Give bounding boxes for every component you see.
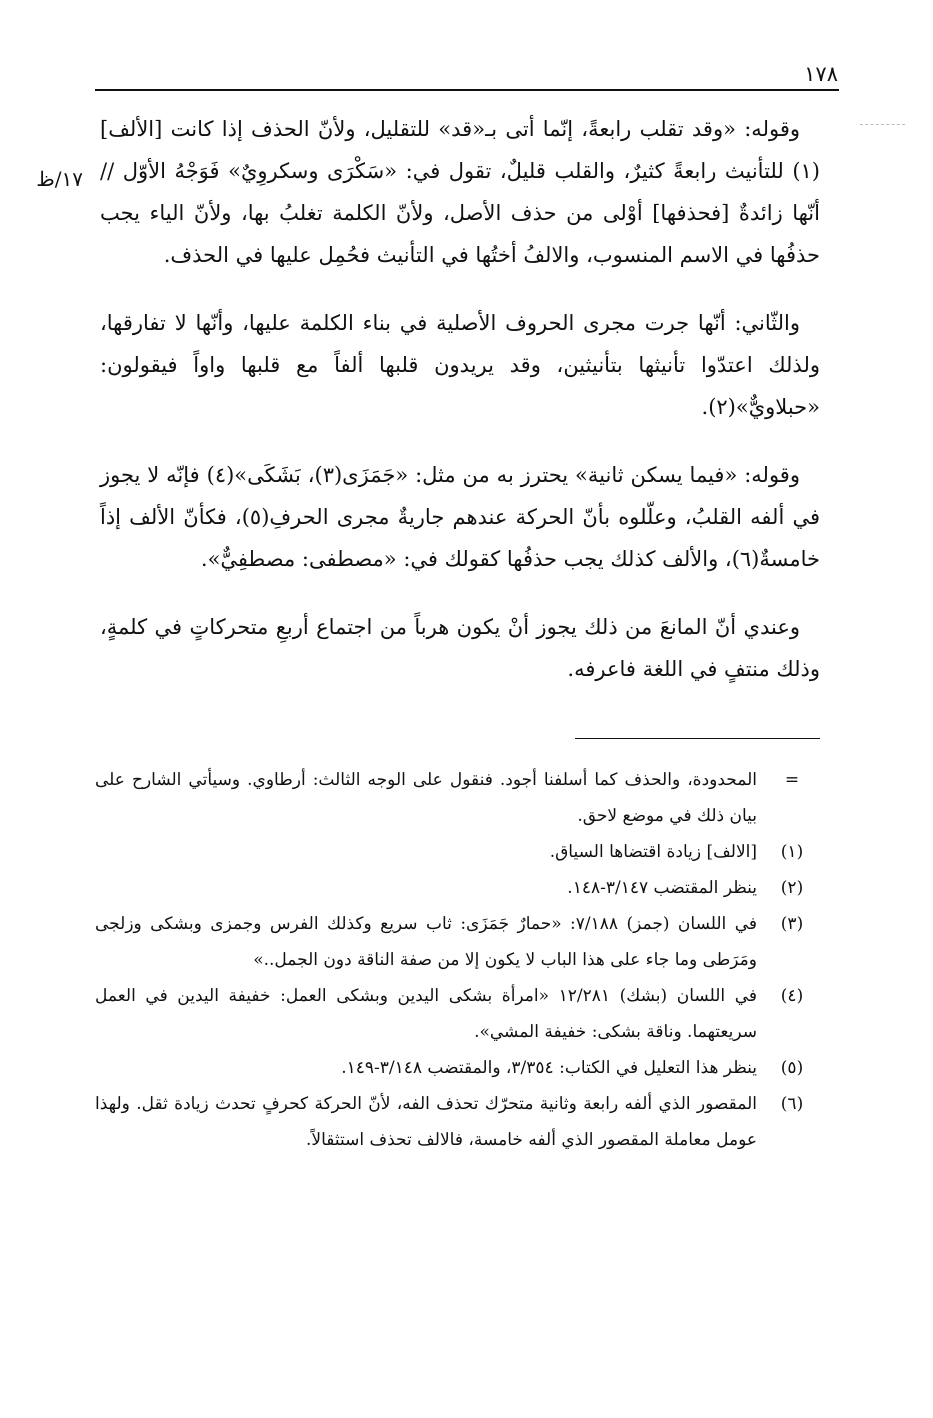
footnote-text: ينظر هذا التعليل في الكتاب: ٣/٣٥٤، والمقتضب ٣/١٤٨-١٤٩. — [341, 1058, 757, 1078]
footnote-text: [الالف] زيادة اقتضاها السياق. — [549, 842, 757, 862]
paragraph: وعندي أنّ المانعَ من ذلك يجوز أنْ يكون هرباً من اجتماع أربعِ متحركاتٍ في كلمةٍ، وذلك منتفٍ في اللغة فاعرفه. — [100, 615, 820, 681]
footnote — [95, 834, 817, 870]
footnote — [95, 978, 817, 1050]
continuation-mark: = — [784, 770, 800, 790]
footnote — [95, 870, 817, 906]
footnote-number: (١) — [780, 842, 804, 862]
paragraph: والثّاني: أنّها جرت مجرى الحروف الأصلية في بناء الكلمة عليها، وأنّها لا تفارقها، ولذلك اعتدّوا تأنيثها بتأنيثين، وقد يريدون قلبها ألفاً مع قلبها واواً فيقولون: «حبلاويٌّ»(٢). — [100, 311, 820, 419]
footnote-number: (٦) — [780, 1094, 804, 1114]
footnote-continuation — [95, 762, 817, 834]
scan-mark — [860, 124, 905, 125]
footnote-number: (٢) — [780, 878, 804, 898]
footnote — [95, 1086, 817, 1158]
footnote-text: ينظر المقتضب ٣/١٤٧-١٤٨. — [567, 878, 757, 898]
footnotes — [95, 762, 817, 1158]
folio-note: ١٧/ظ — [36, 167, 83, 191]
footnote-text: في اللسان (بشك) ١٢/٢٨١ «امرأة بشكى اليدين وبشكى العمل: خفيفة اليدين في العمل سريعتهما. وناقة بشكى: خفيفة المشي». — [95, 986, 758, 1042]
footnote — [95, 1050, 817, 1086]
paragraph: وقوله: «وقد تقلب رابعةً، إنّما أتى بـ«قد» للتقليل، ولأنّ الحذف إذا كانت [الألف](١) للتأنيث رابعةً كثيرٌ، والقلب قليلٌ، تقول في: «سَكْرَى وسكروِيٌ» فَوَجْهُ الأوّل // أنّها زائدةٌ [فحذفها] أوْلى من حذف الأصل، ولأنّ الكلمة تغلبُ بها، ولأنّ الياء يجب حذفُها في الاسم المنسوب، والالفُ أختُها في التأنيث فحُمِل عليها في الحذف. — [100, 117, 820, 267]
footnote-number: (٥) — [780, 1058, 804, 1078]
paragraph: وقوله: «فيما يسكن ثانية» يحترز به من مثل: «جَمَزَى(٣)، بَشَكَى»(٤) فإنّه لا يجوز في ألفه القلبُ، وعلّلوه بأنّ الحركة عندهم جاريةٌ مجرى الحرفِ(٥)، فكأنّ الألف إذاً خامسةٌ(٦)، والألف كذلك يجب حذفُها كقولك في: «مصطفى: مصطفِيٌّ». — [100, 463, 821, 571]
footnote-text: المحدودة، والحذف كما أسلفنا أجود. فنقول على الوجه الثالث: أرطاوي. وسيأتي الشارح على بيان ذلك في موضع لاحق. — [95, 770, 757, 826]
footnote-separator — [575, 738, 820, 739]
footnote-number: (٣) — [780, 914, 804, 934]
footnote-text: المقصور الذي ألفه رابعة وثانية متحرّك تحذف الفه، لأنّ الحركة كحرفٍ تحدث زيادة ثقل. ولهذا عومل معاملة المقصور الذي ألفه خامسة، فالالف تحذف استثقالاً. — [95, 1094, 757, 1150]
header-rule — [95, 89, 839, 91]
page-number: ١٧٨ — [804, 62, 838, 86]
footnote-number: (٤) — [780, 986, 804, 1006]
footnote — [95, 906, 817, 978]
footnote-text: في اللسان (جمز) ٧/١٨٨: «حمارٌ جَمَزَى: ثاب سريع وكذلك الفرس وجمزى وبشكى وزلجى ومَرَطى وما جاء على هذا الباب لا يكون إلا من صفة الناقة دون الجمل..» — [95, 914, 757, 970]
main-text — [100, 108, 820, 690]
